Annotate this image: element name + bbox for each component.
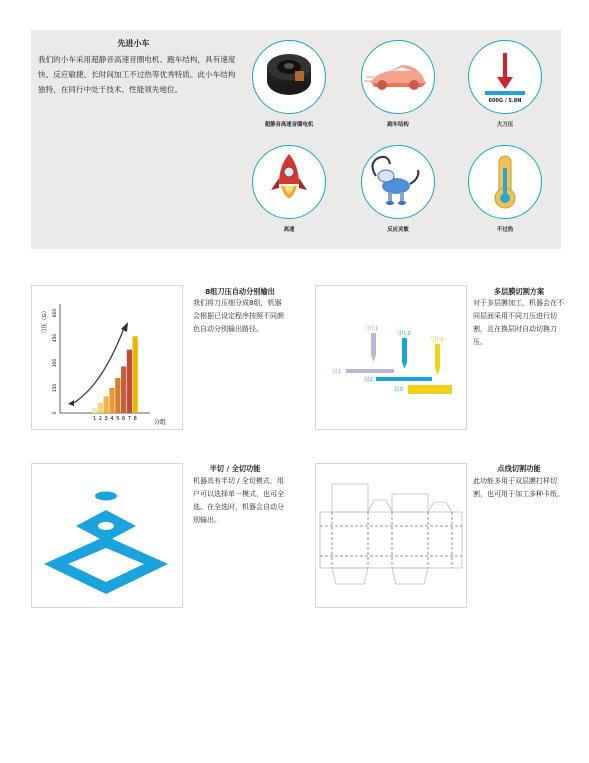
x-tick-label: 4 — [110, 416, 114, 422]
pressure-text: 我们将刀压细分成8组，机器会根据已设定程序按照不同颜色自动分别输出路径。 — [193, 299, 284, 333]
y-tick-label: 450 — [53, 333, 58, 343]
feature-label: 超静音高速音圈电机 — [264, 122, 314, 128]
chart-y-axis-label: 刀压（G） — [42, 307, 48, 335]
robot-dog-icon — [361, 145, 435, 219]
pressure-chart-panel — [31, 285, 183, 430]
pressure-bar-chart — [32, 286, 182, 429]
feature-responsive — [353, 145, 443, 233]
x-tick-label: 7 — [127, 416, 131, 422]
layer-label: 层3 — [394, 387, 403, 393]
x-tick-label: 1 — [93, 416, 97, 422]
y-tick-label: 150 — [53, 383, 58, 393]
layer-3 — [408, 385, 452, 394]
y-tick-label: 0 — [53, 411, 58, 415]
y-tick-label: 300 — [53, 358, 58, 368]
multilayer-title: 多层膜切割方案 — [493, 287, 545, 296]
feature-label: 反应灵敏 — [387, 227, 409, 233]
multilayer-text: 对于多层膜加工，机器会在不同层面采用不同刀压进行切割，且在换层时自动切换刀压。 — [473, 299, 564, 346]
cutter-2 — [402, 338, 407, 362]
feature-label: 高速 — [283, 227, 295, 233]
halfcut-diagram — [32, 464, 182, 607]
multilayer-panel — [315, 285, 467, 430]
layer-1 — [346, 369, 394, 373]
motor-icon — [252, 40, 326, 114]
x-tick-label: 6 — [122, 416, 126, 422]
pressure-arrow-icon — [468, 40, 542, 114]
hero-title: 先进小车 — [117, 39, 150, 48]
hero-banner — [31, 30, 561, 249]
x-tick-label: 5 — [116, 416, 120, 422]
tool-label: 刀压3 — [429, 337, 444, 343]
feature-label: 跑车结构 — [387, 122, 409, 128]
bar-group-2 — [98, 403, 103, 413]
feature-sportscar — [353, 40, 443, 128]
halfcut-panel — [31, 463, 183, 608]
rocket-icon — [252, 145, 326, 219]
bar-group-3 — [104, 396, 109, 413]
sports-car-icon — [361, 40, 435, 114]
layer-label: 层2 — [364, 377, 373, 383]
bar-group-4 — [109, 388, 114, 413]
cutter-3 — [435, 344, 440, 368]
x-tick-label: 2 — [98, 416, 102, 422]
feature-label: 不过热 — [496, 227, 514, 233]
feature-motor — [244, 40, 334, 128]
x-tick-label: 3 — [104, 416, 108, 422]
halfcut-text: 机器具有半切 / 全切模式，用户可以选择单一模式，也可全选。在全选时，机器会自动分别输出。 — [193, 477, 284, 524]
layer-label: 层1 — [332, 369, 341, 375]
bar-group-6 — [121, 366, 126, 413]
bar-group-7 — [127, 350, 132, 413]
feature-no-overheat — [460, 145, 550, 233]
bar-group-1 — [92, 408, 97, 413]
pressure-caption: 600G / 5.8N — [488, 98, 522, 104]
thermometer-icon — [468, 145, 542, 219]
bar-group-8 — [133, 336, 138, 413]
dotted-title: 点线切割功能 — [497, 464, 541, 473]
feature-label: 大刀压 — [496, 122, 514, 128]
halfcut-title: 半切 / 全切功能 — [209, 464, 261, 473]
chart-x-axis-label: 分组 — [153, 419, 167, 426]
dotted-panel — [315, 463, 467, 608]
feature-pressure — [460, 40, 550, 128]
tool-label: 刀压2 — [396, 331, 411, 337]
hero-description: 我们的小车采用超静音高速音圈电机、跑车结构，具有速度快、反应敏捷、长时间加工不过热等优秀特质。此小车结构独特，在同行中处于技术、性能领先地位。 — [38, 55, 236, 94]
tool-label: 刀压1 — [364, 326, 379, 332]
x-tick-label: 8 — [133, 416, 137, 422]
y-tick-label: 600 — [53, 308, 58, 318]
bar-group-5 — [115, 378, 120, 413]
dotted-text: 此功能多用于双层膜打样切割，也可用于加工多种卡纸。 — [473, 477, 564, 498]
box-dieline-diagram — [316, 464, 466, 607]
pressure-title: 8组刀压自动分别输出 — [205, 287, 275, 296]
layer-2 — [376, 377, 432, 381]
cutter-1 — [371, 333, 376, 355]
feature-speed — [244, 145, 334, 233]
